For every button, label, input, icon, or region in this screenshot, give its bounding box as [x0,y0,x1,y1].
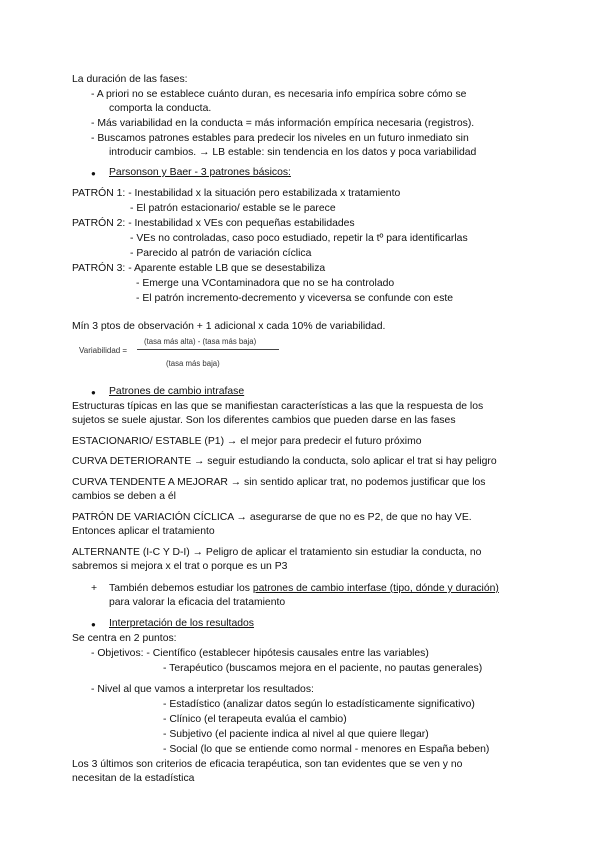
pattern-3: PATRÓN 3: - Aparente estable LB que se desestabiliza [72,263,326,274]
pattern-1-note: - El patrón estacionario/ estable se le parece [130,203,336,214]
curve-tendente-cont: cambios se deben a él [72,491,176,502]
interfase-note-text: También debemos estudiar los [109,583,253,594]
curve-deteriorante: CURVA DETERIORANTE → seguir estudiando la conducta, solo aplicar el trat si hay peligro [72,456,497,467]
list-item-sub: - Clínico (el terapeuta evalúa el cambio) [163,714,347,725]
pattern-2-note: - VEs no controladas, caso poco estudiado, repetir la tº para identificarlas [130,233,468,244]
formula-fraction-bar [137,349,279,350]
section-heading-intrafase: Patrones de cambio intrafase [109,386,245,397]
bullet-icon: ● [91,620,96,629]
paragraph-line: Se centra en 2 puntos: [72,633,177,644]
paragraph-line: Los 3 últimos son criterios de eficacia terapéutica, son tan evidentes que se ven y no [72,759,463,770]
list-item: - Nivel al que vamos a interpretar los resultados: [91,684,314,695]
interfase-note [109,582,499,596]
interfase-note-underlined: patrones de cambio interfase (tipo, dónde y duración) [252,583,499,594]
bullet-icon: ● [91,388,96,397]
pattern-2-note: - Parecido al patrón de variación cíclica [130,248,312,259]
plus-icon: + [91,583,98,594]
list-item-continuation: introducir cambios. → LB estable: sin tendencia en los datos y poca variabilidad [109,147,477,158]
curve-alternante: ALTERNANTE (I-C Y D-I) → Peligro de aplicar el tratamiento sin estudiar la conducta, no [72,547,482,558]
curve-alternante-cont: sabremos si mejora x el trat o porque es un P3 [72,561,288,572]
curve-ciclica-cont: Entonces aplicar el tratamiento [72,526,215,537]
list-item: - Más variabilidad en la conducta = más información empírica necesaria (registros). [91,118,475,129]
pattern-2: PATRÓN 2: - Inestabilidad x VEs con pequeñas estabilidades [72,218,355,229]
formula-label: Variabilidad = [79,346,128,355]
interfase-note-cont: para valorar la eficacia del tratamiento [109,597,286,608]
pattern-1: PATRÓN 1: - Inestabilidad x la situación pero estabilizada x tratamiento [72,188,401,199]
list-item: - Objetivos: - Científico (establecer hipótesis causales entre las variables) [91,648,429,659]
section-title-fases: La duración de las fases: [72,74,188,85]
list-item-continuation: comporta la conducta. [109,103,212,114]
paragraph-line: Estructuras típicas en las que se manifiestan características a las que la respuesta de los [72,401,484,412]
list-item-sub: - Terapéutico (buscamos mejora en el paciente, no pautas generales) [163,663,483,674]
curve-ciclica: PATRÓN DE VARIACIÓN CÍCLICA → asegurarse de que no es P2, de que no hay VE. [72,512,472,523]
list-item-sub: - Subjetivo (el paciente indica al nivel al que quiere llegar) [163,729,429,740]
list-item-sub: - Social (lo que se entiende como normal - menores en España beben) [163,744,490,755]
minimum-observations: Mín 3 ptos de observación + 1 adicional x cada 10% de variabilidad. [72,321,386,332]
list-item: - Buscamos patrones estables para predecir los niveles en un futuro inmediato sin [91,133,469,144]
curve-estacionario: ESTACIONARIO/ ESTABLE (P1) → el mejor para predecir el futuro próximo [72,436,422,447]
paragraph-line: sujetos se suele ajustar. Son los diferentes cambios que pueden darse en las fases [72,415,456,426]
pattern-3-note: - El patrón incremento-decremento y viceversa se confunde con este [136,293,454,304]
list-item: - A priori no se establece cuánto duran, es necesaria info empírica sobre cómo se [91,89,467,100]
bullet-icon: ● [91,169,96,178]
section-heading-interpretacion: Interpretación de los resultados [109,618,254,629]
section-heading-parsonson: Parsonson y Baer - 3 patrones básicos: [109,167,291,178]
curve-tendente: CURVA TENDENTE A MEJORAR → sin sentido aplicar trat, no podemos justificar que los [72,477,486,488]
paragraph-line: necesitan de la estadística [72,773,195,784]
formula-numerator: (tasa más alta) - (tasa más baja) [144,337,257,346]
formula-denominator: (tasa más baja) [166,359,220,368]
list-item-sub: - Estadístico (analizar datos según lo estadísticamente significativo) [163,699,475,710]
pattern-3-note: - Emerge una VContaminadora que no se ha controlado [136,278,395,289]
